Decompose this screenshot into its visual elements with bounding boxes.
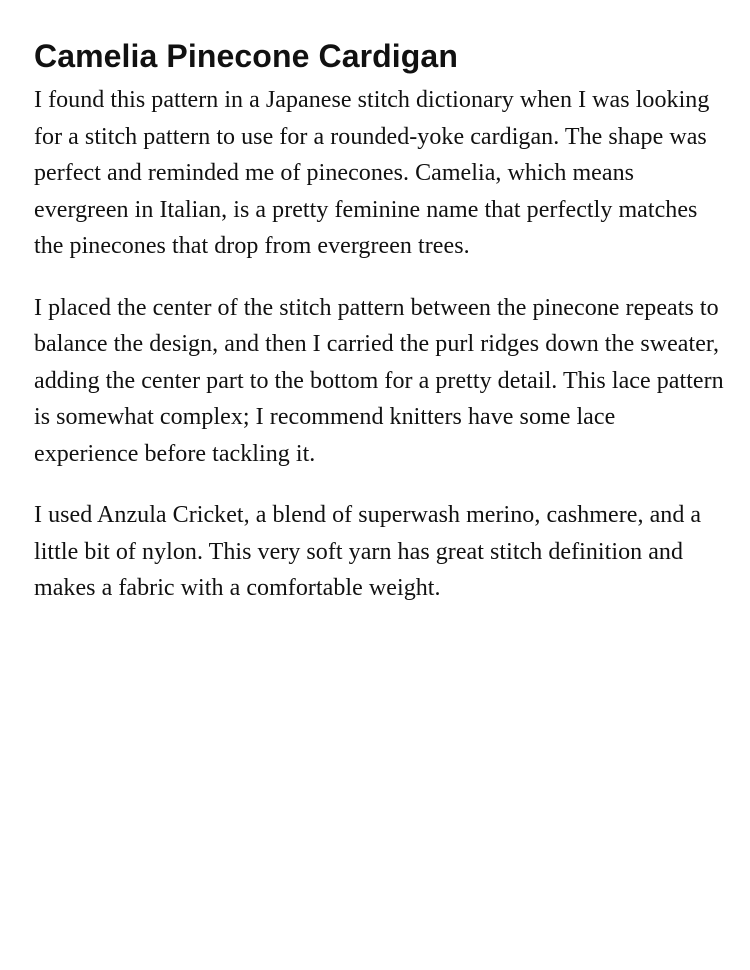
- paragraph-intro: I found this pattern in a Japanese stitch dictionary when I was looking for a stitch pattern to use for a rounded-yoke cardigan. The shape was perfect and reminded me of pinecones. Camelia, which means evergreen in Italian, is a pretty feminine name that perfectly matches the pinecones that drop from evergreen trees.: [34, 87, 710, 259]
- paragraph-yarn: I used Anzula Cricket, a blend of superwash merino, cashmere, and a little bit of nylon. This very soft yarn has great stitch definition and makes a fabric with a comfortable weight.: [34, 502, 702, 601]
- paragraph-design: I placed the center of the stitch pattern between the pinecone repeats to balance the design, and then I carried the purl ridges down the sweater, adding the center part to the bottom for a pretty detail. This lace pattern is somewhat complex; I recommend knitters have some lace experience before tackling it.: [34, 294, 724, 467]
- document-title: Camelia Pinecone Cardigan: [34, 38, 458, 74]
- document-page: [34, 0, 724, 607]
